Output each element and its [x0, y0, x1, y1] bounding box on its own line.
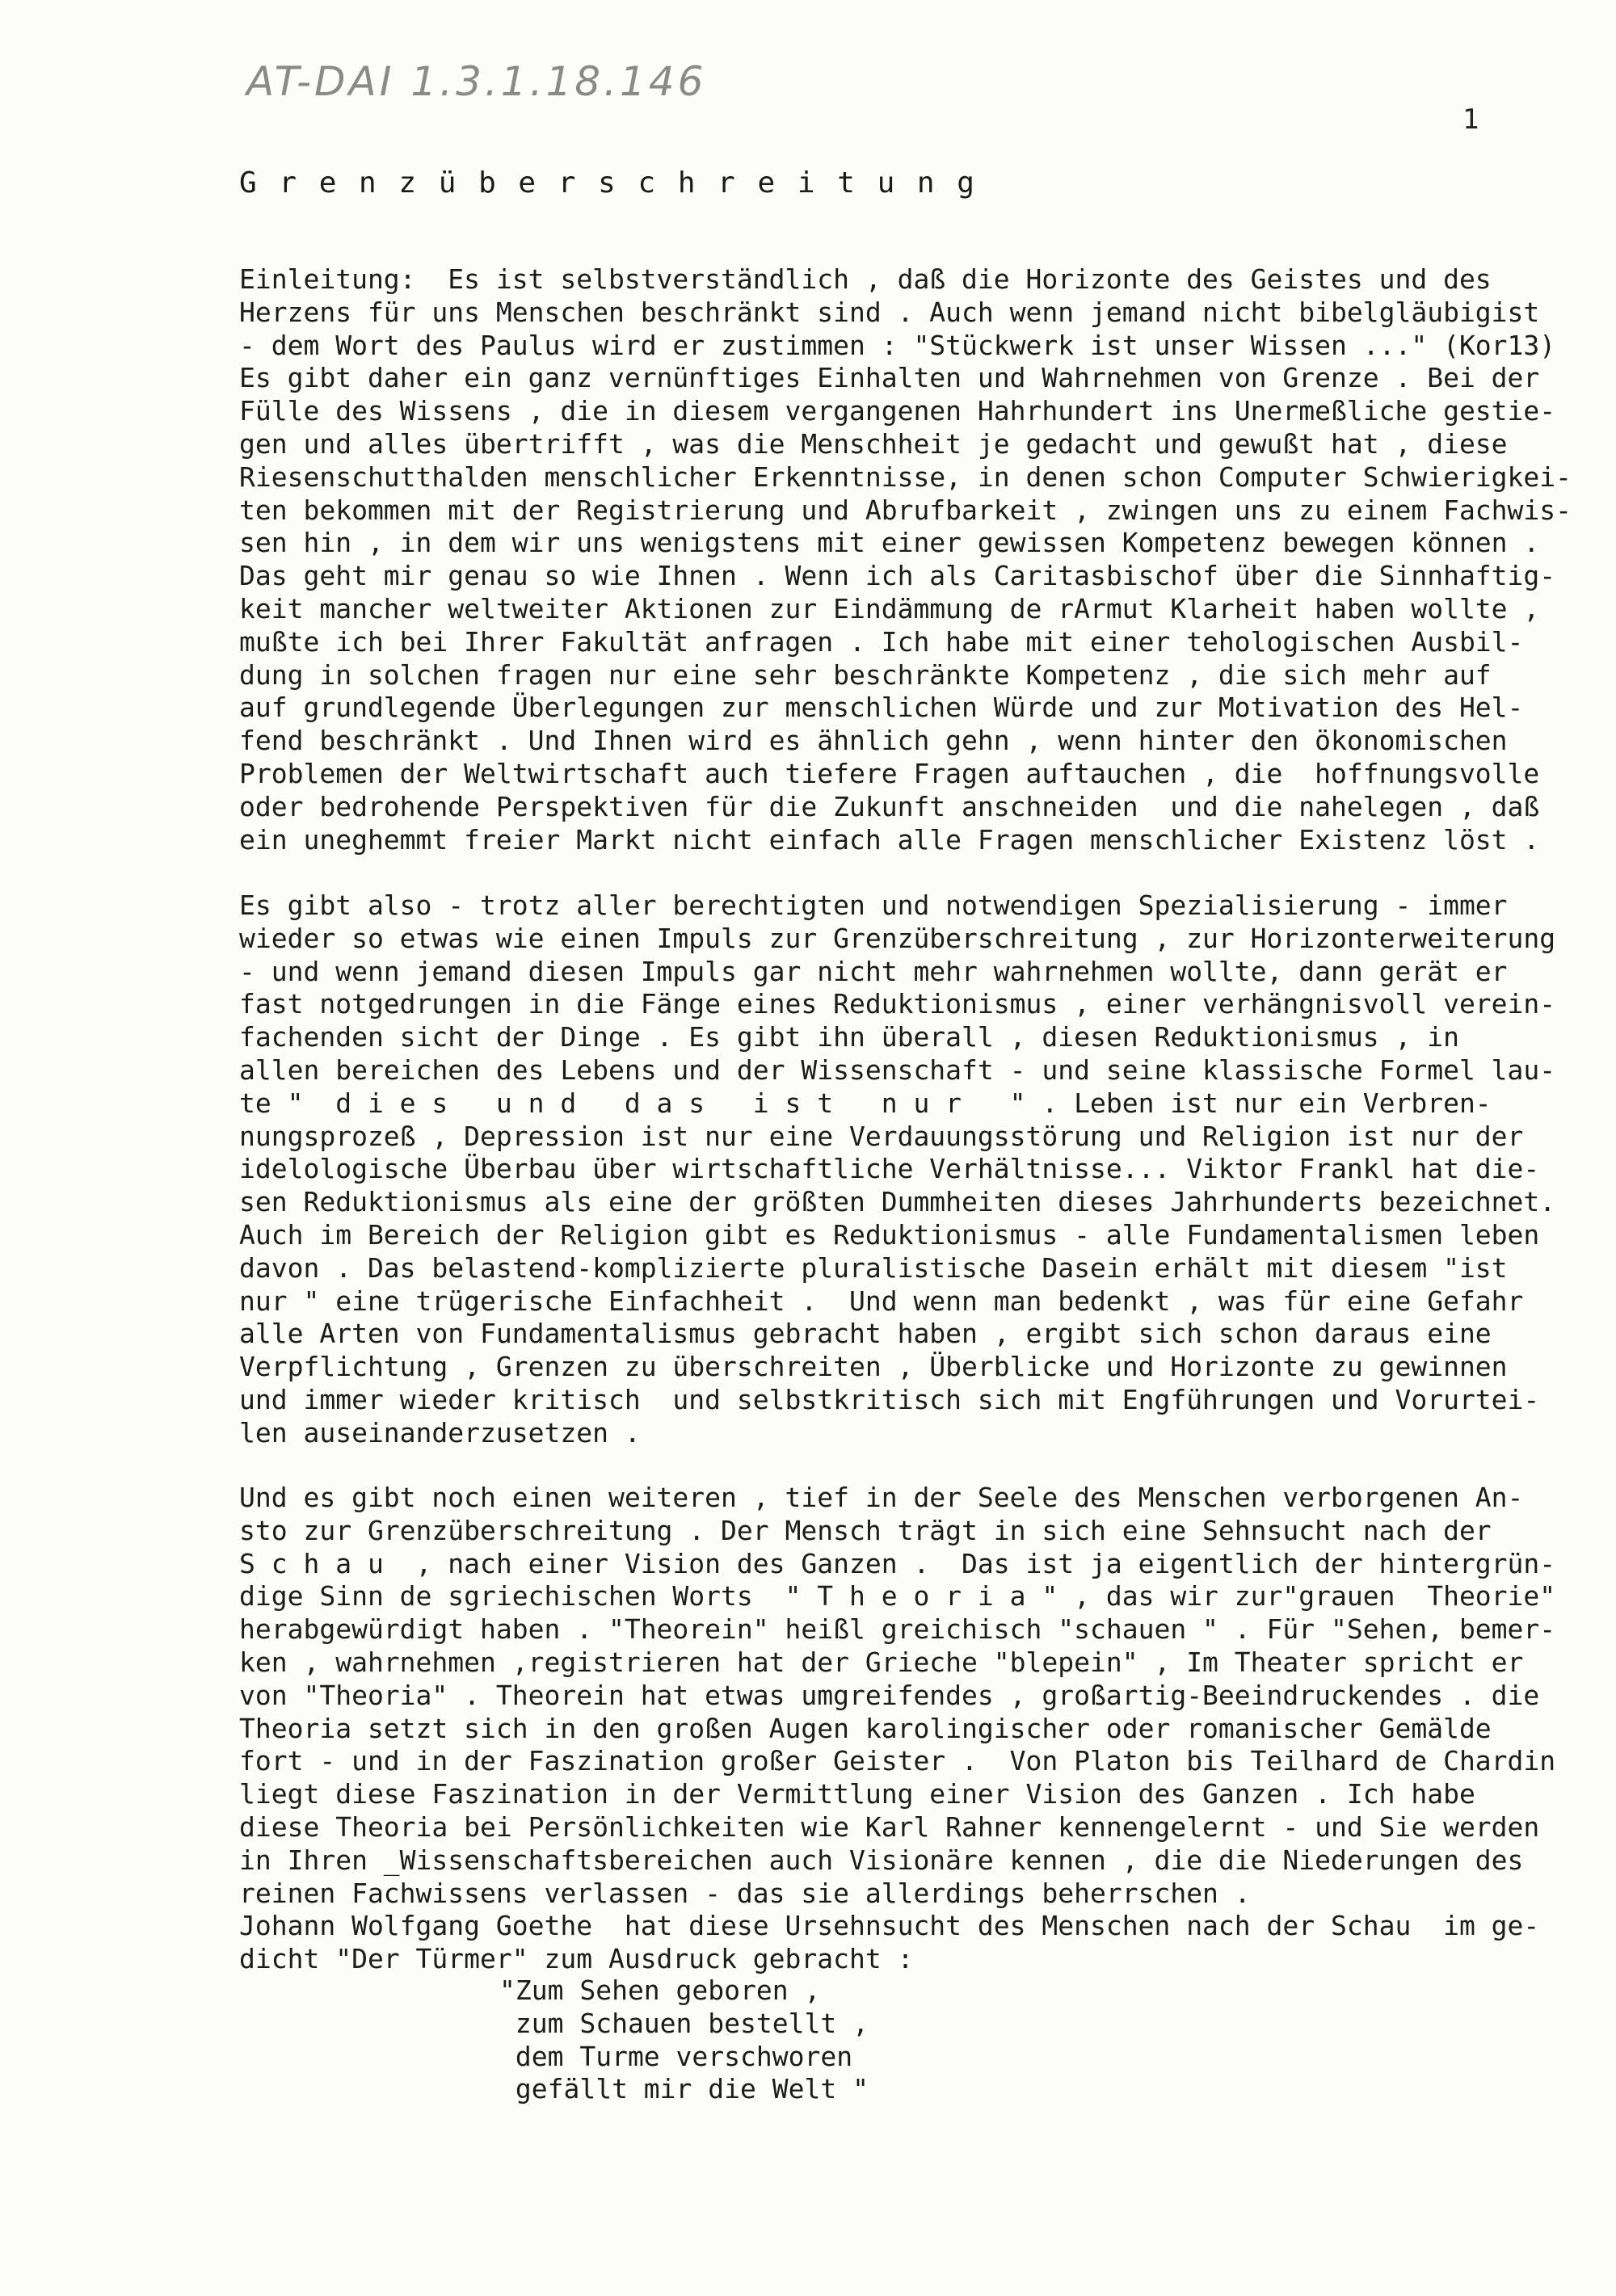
text-line: zum Schauen bestellt ,: [499, 2007, 869, 2039]
text-line: fachenden sicht der Dinge . Es gibt ihn überall , diesen Reduktionismus , in: [239, 1021, 1459, 1053]
text-line: oder bedrohende Perspektiven für die Zukunft anschneiden und die nahelegen , daß: [239, 790, 1540, 822]
text-line: Und es gibt noch einen weiteren , tief in der Seele des Menschen verborgenen An-: [239, 1482, 1524, 1513]
text-line: dicht "Der Türmer" zum Ausdruck gebracht :: [239, 1943, 914, 1975]
text-line: Auch im Bereich der Religion gibt es Reduktionismus - alle Fundamentalismen leben: [239, 1218, 1540, 1251]
text-line: Riesenschutthalden menschlicher Erkenntnisse, in denen schon Computer Schwierigkei-: [239, 460, 1572, 493]
text-line: fend beschränkt . Und Ihnen wird es ähnlich gehn , wenn hinter den ökonomischen: [239, 725, 1508, 757]
text-line: liegt diese Faszination in der Vermittlung einer Vision des Ganzen . Ich habe: [239, 1778, 1475, 1810]
text-line: ein uneghemmt freier Markt nicht einfach alle Fragen menschlicher Existenz löst .: [239, 823, 1540, 856]
text-line: dige Sinn de sgriechischen Worts " T h e o r i a " , das wir zur"grauen Theorie": [239, 1580, 1556, 1613]
text-line: fast notgedrungen in die Fänge eines Reduktionismus , einer verhängnisvoll verein-: [239, 988, 1556, 1020]
text-line: keit mancher weltweiter Aktionen zur Eindämmung de rArmut Klarheit haben wollte ,: [239, 592, 1540, 624]
paragraph-reductionism: [239, 889, 1572, 1450]
text-line: idelologische Überbau über wirtschaftliche Verhältnisse... Viktor Frankl hat die-: [239, 1153, 1540, 1185]
text-line: alle Arten von Fundamentalismus gebracht haben , ergibt sich schon daraus eine: [239, 1318, 1492, 1350]
text-line: diese Theoria bei Persönlichkeiten wie Karl Rahner kennengelernt - und Sie werden: [239, 1810, 1540, 1843]
text-line: Problemen der Weltwirtschaft auch tiefere Fragen auftauchen , die hoffnungsvolle: [239, 757, 1540, 789]
paragraph-theoria: [239, 1482, 1572, 1976]
text-line: von "Theoria" . Theorein hat etwas umgreifendes , großartig-Beeindruckendes . die: [239, 1679, 1540, 1711]
text-line: te " d i e s u n d d a s i s t n u r " . Leben ist nur ein Verbren-: [239, 1087, 1492, 1119]
text-line: ken , wahrnehmen ,registrieren hat der Grieche "blepein" , Im Theater spricht er: [239, 1646, 1524, 1678]
text-line: nungsprozeß , Depression ist nur eine Verdauungsstörung und Religion ist nur der: [239, 1120, 1524, 1152]
text-line: gefällt mir die Welt ": [499, 2073, 869, 2105]
text-line: Johann Wolfgang Goethe hat diese Ursehnsucht des Menschen nach der Schau im ge-: [239, 1910, 1540, 1942]
text-line: mußte ich bei Ihrer Fakultät anfragen . Ich habe mit einer tehologischen Ausbil-: [239, 625, 1524, 658]
text-line: "Zum Sehen geboren ,: [499, 1974, 821, 2006]
text-line: - und wenn jemand diesen Impuls gar nicht mehr wahrnehmen wollte, dann gerät er: [239, 955, 1508, 987]
text-line: ten bekommen mit der Registrierung und Abrufbarkeit , zwingen uns zu einem Fachwis-: [239, 494, 1572, 526]
text-line: allen bereichen des Lebens und der Wissenschaft - und seine klassische Formel lau-: [239, 1053, 1556, 1086]
text-line: nur " eine trügerische Einfachheit . Und wenn man bedenkt , was für eine Gefahr: [239, 1285, 1524, 1317]
text-line: sen hin , in dem wir uns wenigstens mit einer gewissen Kompetenz bewegen können .: [239, 527, 1540, 559]
page-number: 1: [1462, 103, 1479, 136]
text-line: Das geht mir genau so wie Ihnen . Wenn ich als Caritasbischof über die Sinnhaftig-: [239, 560, 1556, 592]
text-line: len auseinanderzusetzen .: [239, 1416, 641, 1449]
text-line: dung in solchen fragen nur eine sehr beschränkte Kompetenz , die sich mehr auf: [239, 658, 1492, 691]
text-line: sto zur Grenzüberschreitung . Der Mensch trägt in sich eine Sehnsucht nach der: [239, 1514, 1492, 1546]
text-line: Einleitung: Es ist selbstverständlich , daß die Horizonte des Geistes und des: [239, 263, 1492, 295]
text-line: Theoria setzt sich in den großen Augen karolingischer oder romanischer Gemälde: [239, 1712, 1492, 1744]
paragraph-introduction: [239, 263, 1572, 856]
text-line: fort - und in der Faszination großer Geister . Von Platon bis Teilhard de Chardin: [239, 1745, 1556, 1777]
text-line: sen Reduktionismus als eine der größten Dummheiten dieses Jahrhunderts bezeichnet.: [239, 1186, 1556, 1218]
archive-reference: AT-DAI 1.3.1.18.146: [246, 58, 707, 105]
text-line: wieder so etwas wie einen Impuls zur Grenzüberschreitung , zur Horizonterweiterung: [239, 922, 1556, 954]
text-line: reinen Fachwissens verlassen - das sie allerdings beherrschen .: [239, 1877, 1251, 1909]
text-line: - dem Wort des Paulus wird er zustimmen : "Stückwerk ist unser Wissen ..." (Kor13): [239, 329, 1556, 361]
text-line: in Ihren _Wissenschaftsbereichen auch Visionäre kennen , die die Niederungen des: [239, 1844, 1524, 1876]
text-line: und immer wieder kritisch und selbstkritisch sich mit Engführungen und Vorurtei-: [239, 1383, 1540, 1415]
text-line: gen und alles übertrifft , was die Menschheit je gedacht und gewußt hat , diese: [239, 427, 1508, 460]
text-line: auf grundlegende Überlegungen zur menschlichen Würde und zur Motivation des Hel-: [239, 692, 1524, 724]
text-line: Verpflichtung , Grenzen zu überschreiten , Überblicke und Horizonte zu gewinnen: [239, 1351, 1508, 1383]
text-line: davon . Das belastend-komplizierte pluralistische Dasein erhält mit diesem "ist: [239, 1251, 1508, 1284]
text-line: Fülle des Wissens , die in diesem vergangenen Hahrhundert ins Unermeßliche gestie-: [239, 395, 1556, 427]
text-line: Es gibt daher ein ganz vernünftiges Einhalten und Wahrnehmen von Grenze . Bei der: [239, 362, 1540, 394]
page-title: G r e n z ü b e r s c h r e i t u n g: [239, 166, 974, 200]
text-line: herabgewürdigt haben . "Theorein" heißl greichisch "schauen " . Für "Sehen, bemer-: [239, 1613, 1556, 1646]
text-line: dem Turme verschworen: [499, 2040, 853, 2072]
text-line: Es gibt also - trotz aller berechtigten und notwendigen Spezialisierung - immer: [239, 889, 1508, 921]
goethe-poem-quote: [499, 1974, 869, 2106]
text-line: S c h a u , nach einer Vision des Ganzen . Das ist ja eigentlich der hintergrün-: [239, 1547, 1556, 1579]
text-line: Herzens für uns Menschen beschränkt sind . Auch wenn jemand nicht bibelgläubigist: [239, 296, 1540, 328]
